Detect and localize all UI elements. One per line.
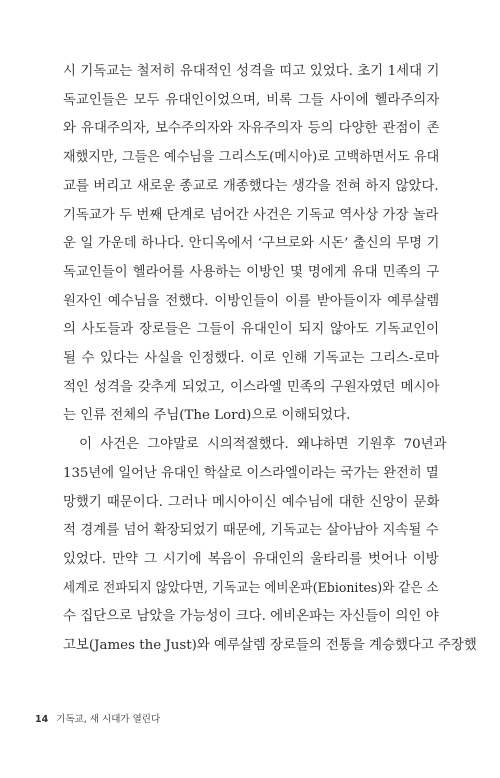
text-line: 있었다. 만약 그 시기에 복음이 유대인의 울타리를 벗어나 이방	[63, 551, 439, 567]
text-line: 적인 성격을 갖추게 되었고, 이스라엘 민족의 구원자였던 메시아	[63, 379, 440, 395]
text-line: 될 수 있다는 사실을 인정했다. 이로 인해 기독교는 그리스-로마	[63, 351, 440, 366]
text-line: 수 집단으로 남았을 가능성이 크다. 에비온파는 자신들이 의인 야	[63, 609, 439, 625]
text-line: 시 기독교는 철저히 유대적인 성격을 띠고 있었다. 초기 1세대 기	[63, 64, 440, 79]
page-footer	[35, 711, 160, 725]
text-line: 기독교가 두 번째 단계로 넘어간 사건은 기독교 역사상 가장 놀라	[63, 207, 439, 223]
text-line: 재했지만, 그들은 예수님을 그리스도(메시아)로 고백하면서도 유대	[63, 150, 440, 166]
text-line: 이 사건은 그야말로 시의적절했다. 왜냐하면 기원후 70년과	[63, 437, 447, 453]
text-line: 적 경계를 넘어 확장되었기 때문에, 기독교는 살아남아 지속될 수	[63, 523, 439, 539]
text-line: 독교인들이 헬라어를 사용하는 이방인 몇 명에게 유대 민족의 구	[63, 264, 440, 280]
text-line: 운 일 가운데 하나다. 안디옥에서 ‘구브로와 시돈’ 출신의 무명 기	[63, 236, 440, 252]
text-line: 독교인들은 모두 유대인이었으며, 비록 그들 사이에 헬라주의자	[63, 92, 440, 108]
text-line: 망했기 때문이다. 그러나 메시아이신 예수님에 대한 신앙이 문화	[63, 494, 440, 510]
page-number: 14	[35, 714, 49, 725]
text-line: 135년에 일어난 유대인 학살로 이스라엘이라는 국가는 완전히 멸	[63, 465, 439, 481]
text-line: 원자인 예수님을 전했다. 이방인들이 이를 받아들이자 예루살렘	[63, 293, 440, 309]
text-line: 세계로 전파되지 않았다면, 기독교는 에비온파(Ebionites)와 같은 소	[63, 580, 439, 596]
text-line: 의 사도들과 장로들은 그들이 유대인이 되지 않아도 기독교인이	[63, 322, 440, 338]
text-line: 는 인류 전체의 주님(The Lord)으로 이해되었다.	[63, 408, 351, 424]
text-line: 고보(James the Just)와 예루살렘 장로들의 전통을 계승했다고 주장했	[63, 638, 477, 653]
running-title: 기독교, 새 시대가 열린다	[56, 714, 161, 725]
text-line: 교를 버리고 새로운 종교로 개종했다는 생각을 전혀 하지 않았다.	[63, 178, 439, 194]
text-line: 와 유대주의자, 보수주의자와 자유주의자 등의 다양한 관점이 존	[63, 121, 440, 137]
